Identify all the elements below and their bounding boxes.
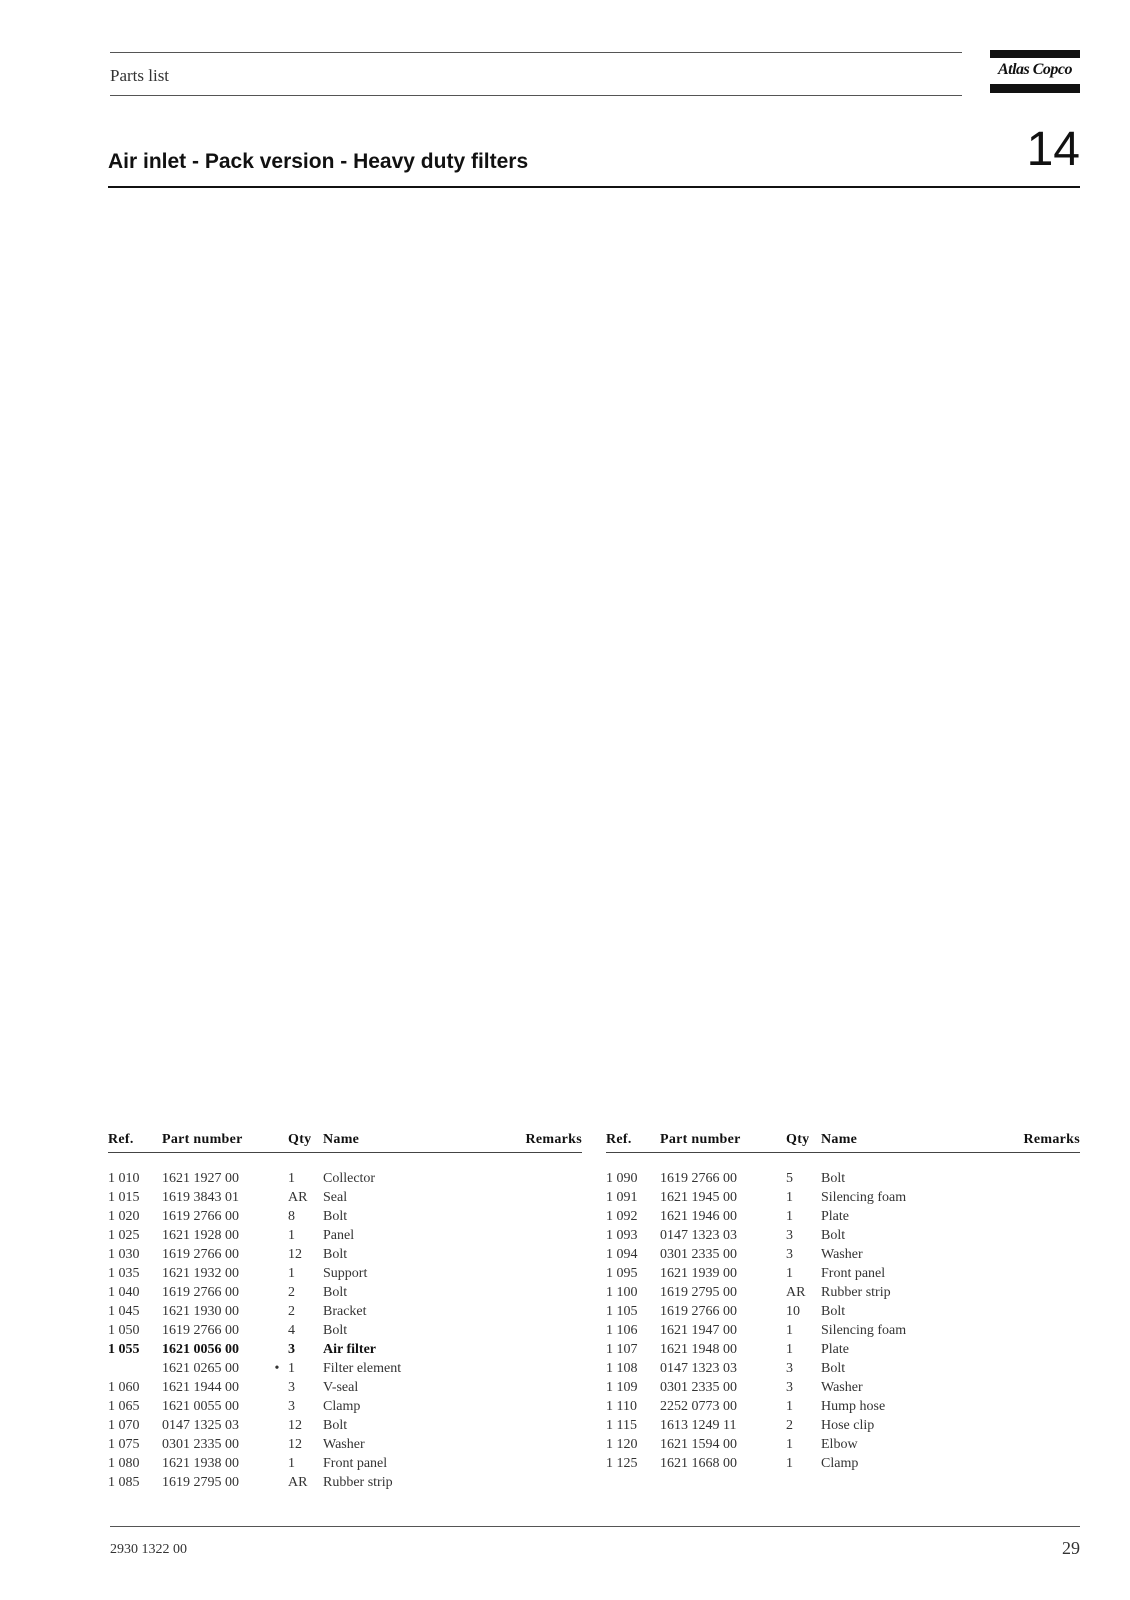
logo-bar-top [990, 50, 1080, 58]
cell-name: Plate [821, 1209, 849, 1224]
col-name-header: Name [821, 1132, 858, 1147]
cell-qty: 1 [288, 1266, 295, 1281]
table-row [606, 1418, 1080, 1437]
cell-ref: 1 050 [108, 1323, 140, 1338]
section-number: 14 [1026, 123, 1080, 176]
cell-part-number: 1621 1927 00 [162, 1171, 239, 1186]
cell-name: Bolt [323, 1247, 348, 1262]
cell-part-number: 1613 1249 11 [660, 1418, 737, 1433]
table-row [606, 1361, 1080, 1380]
table-row [108, 1285, 582, 1304]
cell-ref: 1 100 [606, 1285, 638, 1300]
col-qty-header: Qty [288, 1132, 312, 1147]
col-remarks-header: Remarks [1023, 1132, 1080, 1147]
table-row [108, 1475, 582, 1494]
table-header [606, 1132, 1080, 1152]
cell-name: Elbow [821, 1437, 858, 1452]
cell-name: Panel [323, 1228, 355, 1243]
cell-ref: 1 010 [108, 1171, 140, 1186]
cell-name: Clamp [323, 1399, 361, 1414]
table-row [108, 1437, 582, 1456]
cell-qty: 2 [288, 1304, 295, 1319]
table-row [606, 1437, 1080, 1456]
cell-part-number: 1619 2766 00 [162, 1247, 239, 1262]
cell-name: Washer [323, 1437, 365, 1452]
table-row [108, 1171, 582, 1190]
cell-name: Bolt [323, 1209, 348, 1224]
cell-ref: 1 095 [606, 1266, 638, 1281]
cell-name: Bolt [821, 1304, 846, 1319]
section-title: Air inlet - Pack version - Heavy duty filters [108, 150, 529, 173]
cell-part-number: 1621 1668 00 [660, 1456, 737, 1471]
table-header [108, 1132, 582, 1152]
cell-name: Support [323, 1266, 368, 1281]
col-remarks-header: Remarks [525, 1132, 582, 1147]
cell-qty: 1 [786, 1209, 793, 1224]
cell-part-number: 1621 1944 00 [162, 1380, 239, 1395]
cell-part-number: 1621 1932 00 [162, 1266, 239, 1281]
cell-ref: 1 106 [606, 1323, 638, 1338]
cell-ref: 1 060 [108, 1380, 140, 1395]
cell-qty: 12 [288, 1247, 302, 1262]
cell-ref: 1 107 [606, 1342, 638, 1357]
cell-qty: 5 [786, 1171, 793, 1186]
cell-name: Rubber strip [821, 1285, 891, 1300]
cell-name: Air filter [323, 1342, 376, 1357]
cell-ref: 1 093 [606, 1228, 638, 1243]
cell-qty: 3 [786, 1228, 793, 1243]
cell-name: Collector [323, 1171, 376, 1186]
col-ref-header: Ref. [606, 1132, 632, 1147]
col-part-number-header: Part number [162, 1132, 243, 1147]
cell-name: Bolt [323, 1323, 348, 1338]
col-part-number-header: Part number [660, 1132, 741, 1147]
cell-name: Front panel [821, 1266, 886, 1281]
cell-part-number: 2252 0773 00 [660, 1399, 737, 1414]
cell-ref: 1 105 [606, 1304, 638, 1319]
cell-name: Filter element [323, 1361, 402, 1376]
table-row [606, 1228, 1080, 1247]
col-qty-header: Qty [786, 1132, 810, 1147]
cell-name: Seal [323, 1190, 348, 1205]
cell-part-number: 1621 1948 00 [660, 1342, 737, 1357]
cell-qty: 1 [786, 1456, 793, 1471]
cell-qty: 1 [786, 1323, 793, 1338]
table-row [108, 1380, 582, 1399]
cell-name: Bolt [821, 1361, 846, 1376]
table-row [108, 1228, 582, 1247]
cell-ref: 1 070 [108, 1418, 140, 1433]
header-label: Parts list [110, 66, 170, 85]
col-ref-header: Ref. [108, 1132, 134, 1147]
cell-qty: AR [786, 1285, 806, 1300]
cell-qty: 2 [288, 1285, 295, 1300]
cell-qty: 12 [288, 1437, 302, 1452]
table-row [108, 1418, 582, 1437]
table-row [606, 1171, 1080, 1190]
table-row [108, 1266, 582, 1285]
page-number: 29 [1062, 1538, 1080, 1558]
cell-name: Bolt [821, 1228, 846, 1243]
cell-part-number: 1621 1938 00 [162, 1456, 239, 1471]
table-body [108, 1171, 582, 1494]
cell-qty: 1 [288, 1361, 295, 1376]
cell-qty: 8 [288, 1209, 295, 1224]
cell-qty: 1 [786, 1266, 793, 1281]
cell-qty: 1 [288, 1456, 295, 1471]
table-row [606, 1266, 1080, 1285]
cell-name: V-seal [323, 1380, 359, 1395]
table-row [108, 1247, 582, 1266]
table-row [606, 1285, 1080, 1304]
cell-ref: 1 094 [606, 1247, 638, 1262]
cell-ref: 1 020 [108, 1209, 140, 1224]
cell-ref: 1 125 [606, 1456, 638, 1471]
cell-ref: 1 109 [606, 1380, 638, 1395]
cell-part-number: 0301 2335 00 [162, 1437, 239, 1452]
table-row [108, 1304, 582, 1323]
cell-part-number: 1621 1594 00 [660, 1437, 737, 1452]
cell-part-number: 1621 1930 00 [162, 1304, 239, 1319]
footer-rule [110, 1526, 1080, 1527]
cell-part-number: 1621 0055 00 [162, 1399, 239, 1414]
cell-part-number: 1621 1928 00 [162, 1228, 239, 1243]
table-row [606, 1380, 1080, 1399]
cell-name: Rubber strip [323, 1475, 393, 1490]
atlas-copco-logo [990, 50, 1080, 94]
cell-qty: 3 [786, 1361, 793, 1376]
cell-qty: 10 [786, 1304, 800, 1319]
cell-ref: 1 015 [108, 1190, 140, 1205]
cell-ref: 1 045 [108, 1304, 140, 1319]
cell-qty: AR [288, 1190, 308, 1205]
table-row [108, 1342, 582, 1361]
cell-ref: 1 040 [108, 1285, 140, 1300]
table-body [606, 1171, 1080, 1475]
cell-part-number: 1621 0056 00 [162, 1342, 239, 1357]
cell-part-number: 1619 2795 00 [660, 1285, 737, 1300]
table-row [108, 1190, 582, 1209]
cell-name: Bolt [821, 1171, 846, 1186]
cell-ref: 1 065 [108, 1399, 140, 1414]
cell-part-number: 1619 2766 00 [162, 1323, 239, 1338]
cell-ref: 1 108 [606, 1361, 638, 1376]
cell-ref: 1 092 [606, 1209, 638, 1224]
cell-qty: 1 [786, 1399, 793, 1414]
cell-name: Washer [821, 1380, 863, 1395]
logo-bar-bottom [990, 84, 1080, 93]
parts-table-left [108, 1132, 582, 1494]
cell-part-number: 1619 2766 00 [660, 1304, 737, 1319]
table-row [108, 1361, 582, 1380]
cell-qty: 1 [786, 1342, 793, 1357]
cell-ref: 1 075 [108, 1437, 140, 1452]
table-header-rule [606, 1152, 1080, 1153]
cell-part-number: 0147 1325 03 [162, 1418, 239, 1433]
cell-qty: 3 [786, 1380, 793, 1395]
cell-ref: 1 085 [108, 1475, 140, 1490]
table-row [606, 1247, 1080, 1266]
table-row [606, 1456, 1080, 1475]
table-row [108, 1456, 582, 1475]
cell-part-number: 1621 1939 00 [660, 1266, 737, 1281]
cell-part-number: 1619 2766 00 [162, 1209, 239, 1224]
cell-name: Hose clip [821, 1418, 875, 1433]
cell-qty: 12 [288, 1418, 302, 1433]
table-row [606, 1399, 1080, 1418]
table-header-rule [108, 1152, 582, 1153]
logo-text: Atlas Copco [997, 61, 1073, 78]
cell-qty: AR [288, 1475, 308, 1490]
cell-qty: 1 [786, 1190, 793, 1205]
table-row [108, 1209, 582, 1228]
table-row [606, 1323, 1080, 1342]
cell-part-number: 1619 3843 01 [162, 1190, 239, 1205]
table-row [606, 1342, 1080, 1361]
col-name-header: Name [323, 1132, 360, 1147]
cell-part-number: 1619 2766 00 [162, 1285, 239, 1300]
cell-qty: 1 [786, 1437, 793, 1452]
cell-part-number: 1621 0265 00 [162, 1361, 239, 1376]
cell-name: Silencing foam [821, 1323, 907, 1338]
cell-qty: 1 [288, 1228, 295, 1243]
document-number: 2930 1322 00 [110, 1542, 187, 1557]
cell-qty: 1 [288, 1171, 295, 1186]
cell-marker: • [274, 1361, 280, 1376]
cell-name: Hump hose [821, 1399, 886, 1414]
cell-part-number: 0301 2335 00 [660, 1247, 737, 1262]
cell-part-number: 0147 1323 03 [660, 1361, 737, 1376]
table-row [606, 1304, 1080, 1323]
cell-name: Clamp [821, 1456, 859, 1471]
cell-qty: 4 [288, 1323, 295, 1338]
cell-part-number: 1619 2795 00 [162, 1475, 239, 1490]
header-rule-top [110, 52, 962, 53]
cell-qty: 3 [786, 1247, 793, 1262]
cell-qty: 3 [288, 1342, 295, 1357]
cell-ref: 1 055 [108, 1342, 140, 1357]
cell-name: Bracket [323, 1304, 367, 1319]
cell-ref: 1 120 [606, 1437, 638, 1452]
cell-name: Washer [821, 1247, 863, 1262]
cell-ref: 1 091 [606, 1190, 638, 1205]
cell-qty: 3 [288, 1399, 295, 1414]
cell-part-number: 0301 2335 00 [660, 1380, 737, 1395]
table-row [606, 1190, 1080, 1209]
cell-name: Silencing foam [821, 1190, 907, 1205]
cell-name: Bolt [323, 1285, 348, 1300]
cell-ref: 1 025 [108, 1228, 140, 1243]
cell-ref: 1 080 [108, 1456, 140, 1471]
cell-part-number: 1619 2766 00 [660, 1171, 737, 1186]
cell-part-number: 1621 1947 00 [660, 1323, 737, 1338]
cell-name: Front panel [323, 1456, 388, 1471]
cell-name: Bolt [323, 1418, 348, 1433]
cell-qty: 3 [288, 1380, 295, 1395]
table-row [606, 1209, 1080, 1228]
cell-ref: 1 035 [108, 1266, 140, 1281]
parts-table-right [606, 1132, 1080, 1475]
table-row [108, 1399, 582, 1418]
table-row [108, 1323, 582, 1342]
cell-ref: 1 090 [606, 1171, 638, 1186]
cell-ref: 1 115 [606, 1418, 637, 1433]
cell-ref: 1 110 [606, 1399, 637, 1414]
cell-part-number: 1621 1945 00 [660, 1190, 737, 1205]
header-rule-bottom [110, 95, 962, 96]
cell-part-number: 1621 1946 00 [660, 1209, 737, 1224]
title-rule [108, 186, 1080, 188]
cell-ref: 1 030 [108, 1247, 140, 1262]
cell-name: Plate [821, 1342, 849, 1357]
cell-qty: 2 [786, 1418, 793, 1433]
cell-part-number: 0147 1323 03 [660, 1228, 737, 1243]
